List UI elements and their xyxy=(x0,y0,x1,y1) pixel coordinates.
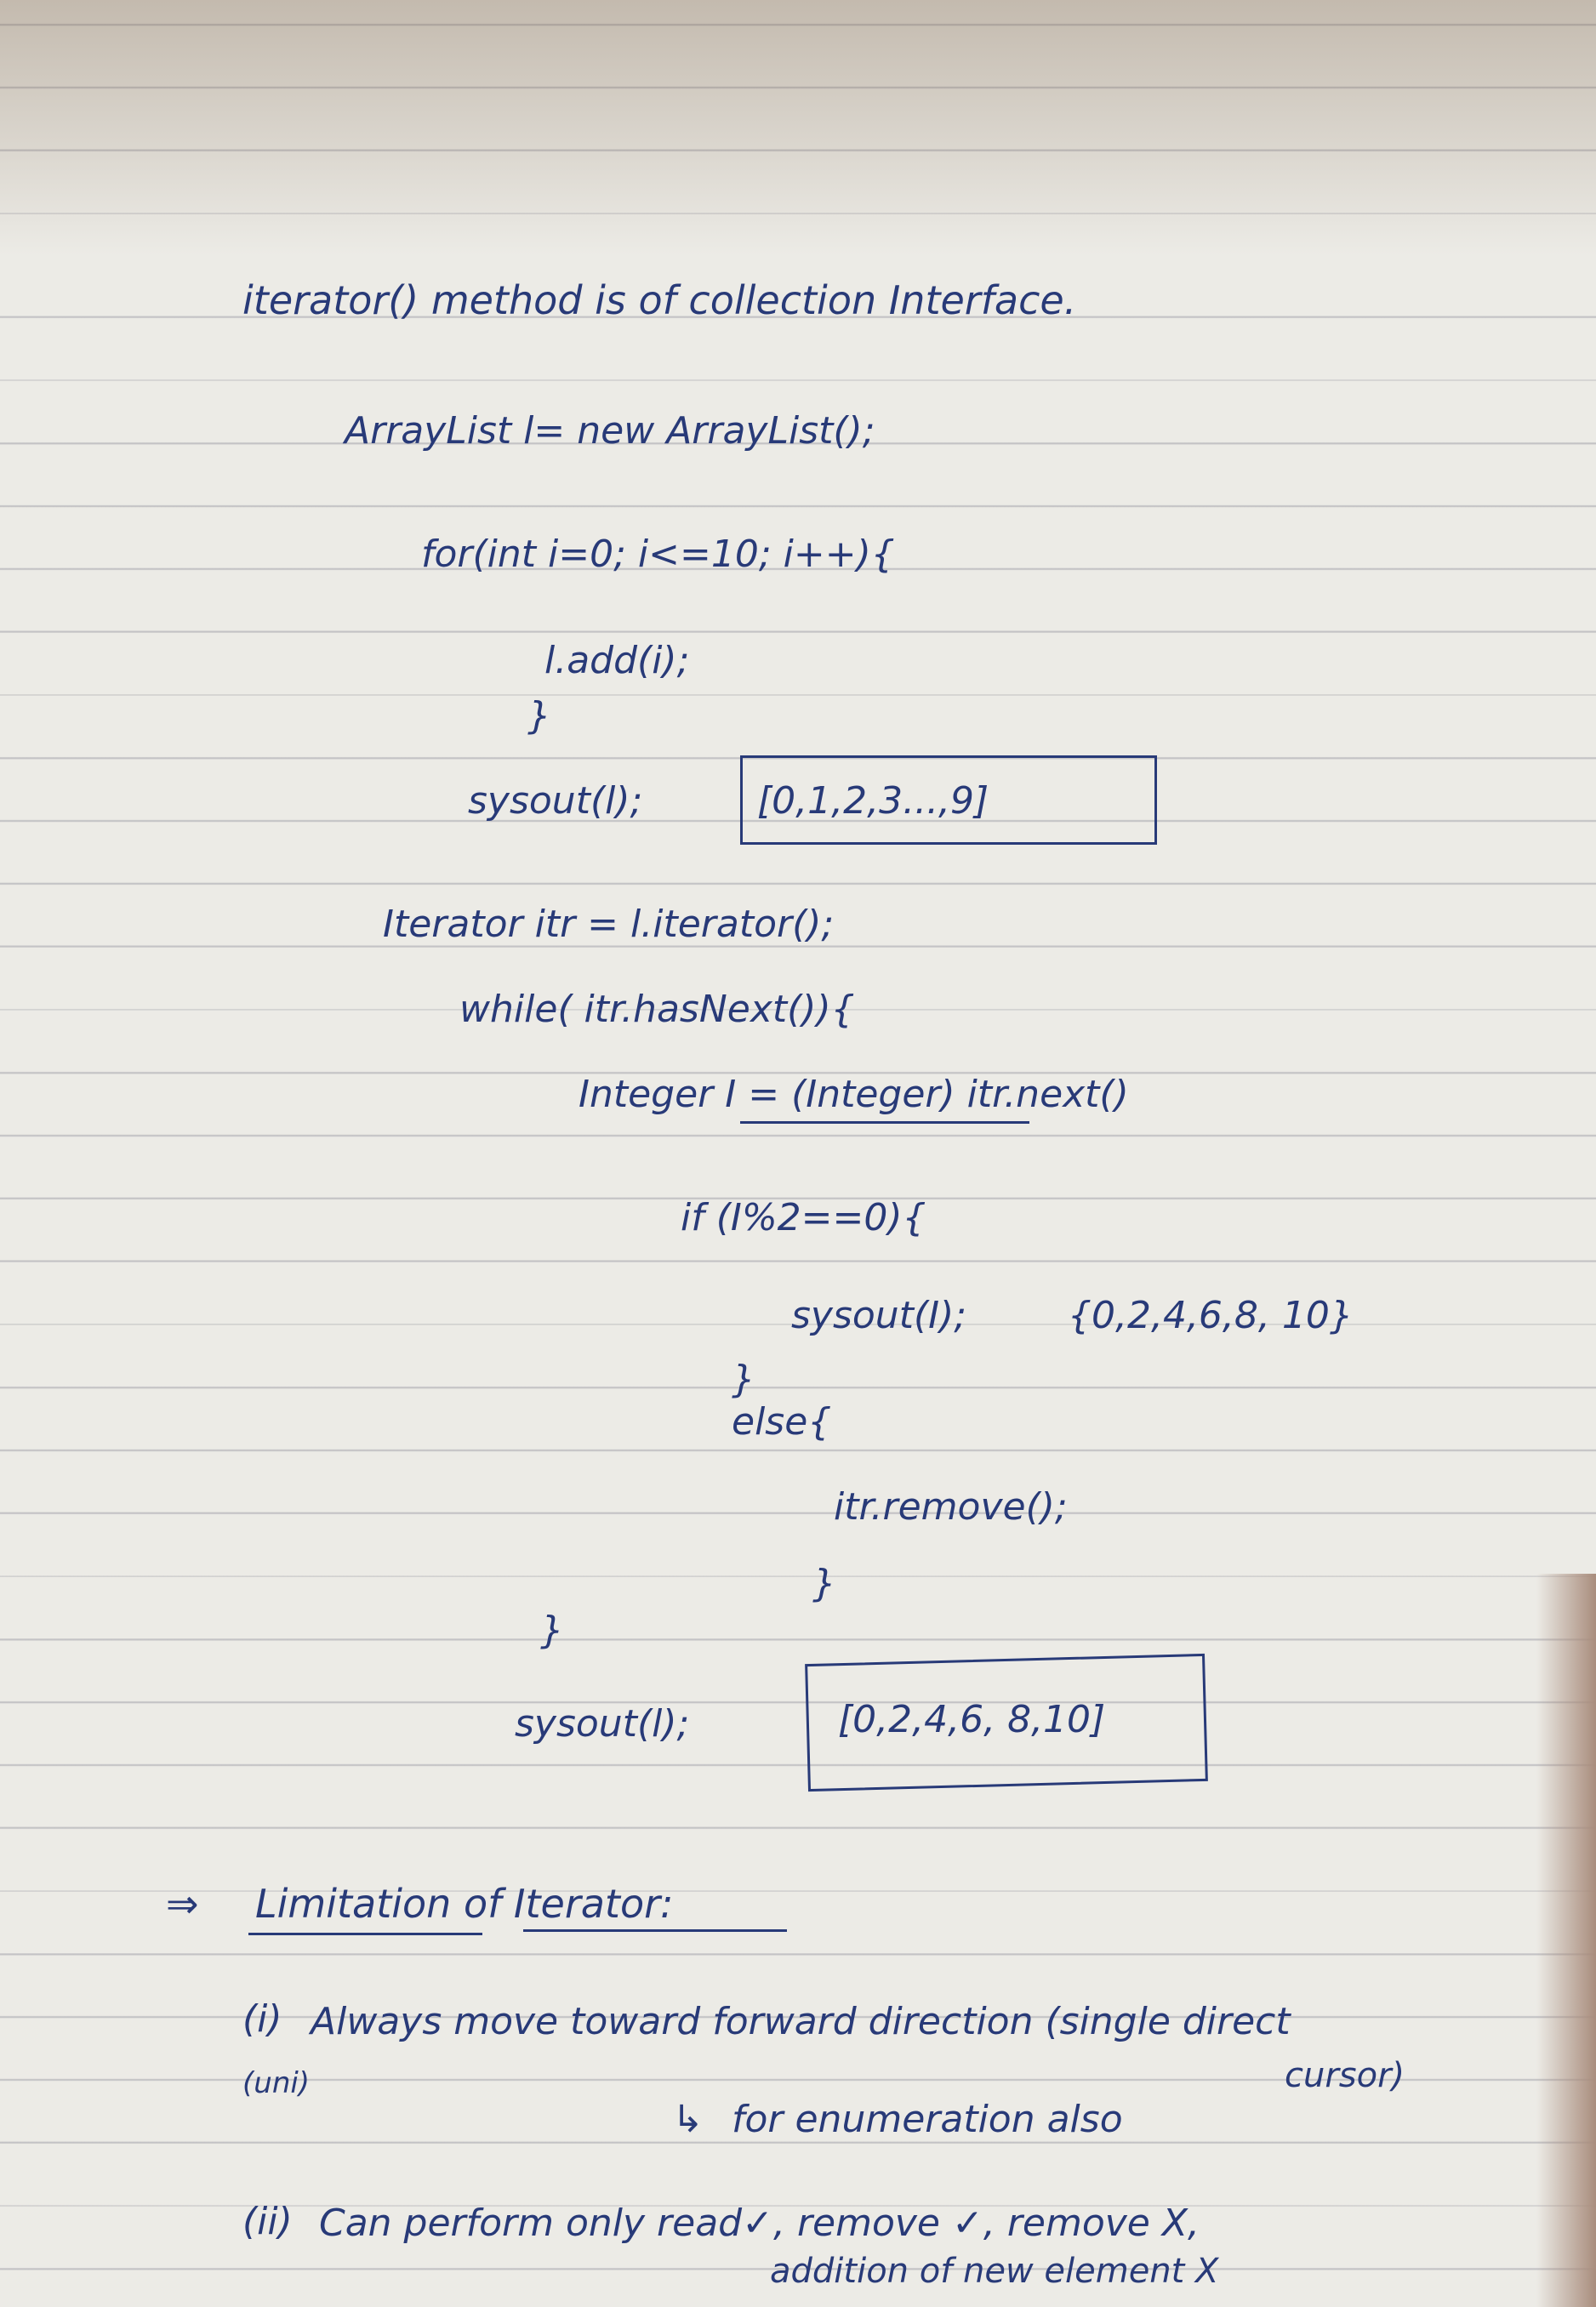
underline-integer xyxy=(740,1121,1029,1124)
limitation-1: Always move toward forward direction (single direct xyxy=(311,2000,1291,2043)
code-line-iterator: Iterator itr = l.iterator(); xyxy=(383,903,835,946)
code-line-remove: itr.remove(); xyxy=(834,1485,1068,1529)
limitation-1-note: for enumeration also xyxy=(732,2098,1123,2141)
code-line-sysout-final: sysout(l); xyxy=(515,1702,690,1746)
limitation-1-cont: cursor) xyxy=(1285,2056,1405,2095)
code-line-arraylist: ArrayList l= new ArrayList(); xyxy=(345,409,875,453)
top-shadow xyxy=(0,0,1596,255)
limitation-1-arrow: ↳ xyxy=(672,2098,704,2141)
result-list-2: [0,2,4,6, 8,10] xyxy=(838,1698,1106,1741)
code-line-add: l.add(i); xyxy=(544,639,690,682)
limitation-2: Can perform only read✓, remove ✓, remove X, xyxy=(319,2202,1200,2245)
code-line-sysout-i: sysout(I); xyxy=(791,1294,967,1337)
code-line-close-if: } xyxy=(732,1358,755,1401)
underline-limitation xyxy=(248,1933,482,1935)
even-values-note: {0,2,4,6,8, 10} xyxy=(1068,1294,1354,1337)
page-title: iterator() method is of collection Interface. xyxy=(242,277,1077,323)
code-line-else: else{ xyxy=(732,1400,832,1444)
code-line-close-for: } xyxy=(527,694,551,738)
item-1-marker: (i) xyxy=(242,1997,282,2041)
limitations-arrow: ⇒ xyxy=(166,1881,199,1927)
code-line-next: Integer I = (Integer) itr.next() xyxy=(579,1073,1129,1116)
code-line-for: for(int i=0; i<=10; i++){ xyxy=(421,533,895,576)
code-line-close-else: } xyxy=(812,1562,836,1605)
fabric-edge xyxy=(1536,1574,1596,2307)
code-line-if: if (I%2==0){ xyxy=(681,1196,926,1239)
item-2-marker: (ii) xyxy=(242,2200,293,2243)
underline-iterator xyxy=(523,1929,787,1932)
code-line-close-while: } xyxy=(540,1609,564,1652)
limitation-1-tag: (uni) xyxy=(242,2066,311,2100)
code-line-while: while( itr.hasNext()){ xyxy=(459,988,855,1031)
limitations-heading: Limitation of Iterator: xyxy=(255,1881,674,1927)
code-line-sysout-list: sysout(l); xyxy=(468,779,643,823)
limitation-2-cont: addition of new element X xyxy=(770,2252,1219,2291)
result-list-1: [0,1,2,3...,9] xyxy=(757,779,989,823)
